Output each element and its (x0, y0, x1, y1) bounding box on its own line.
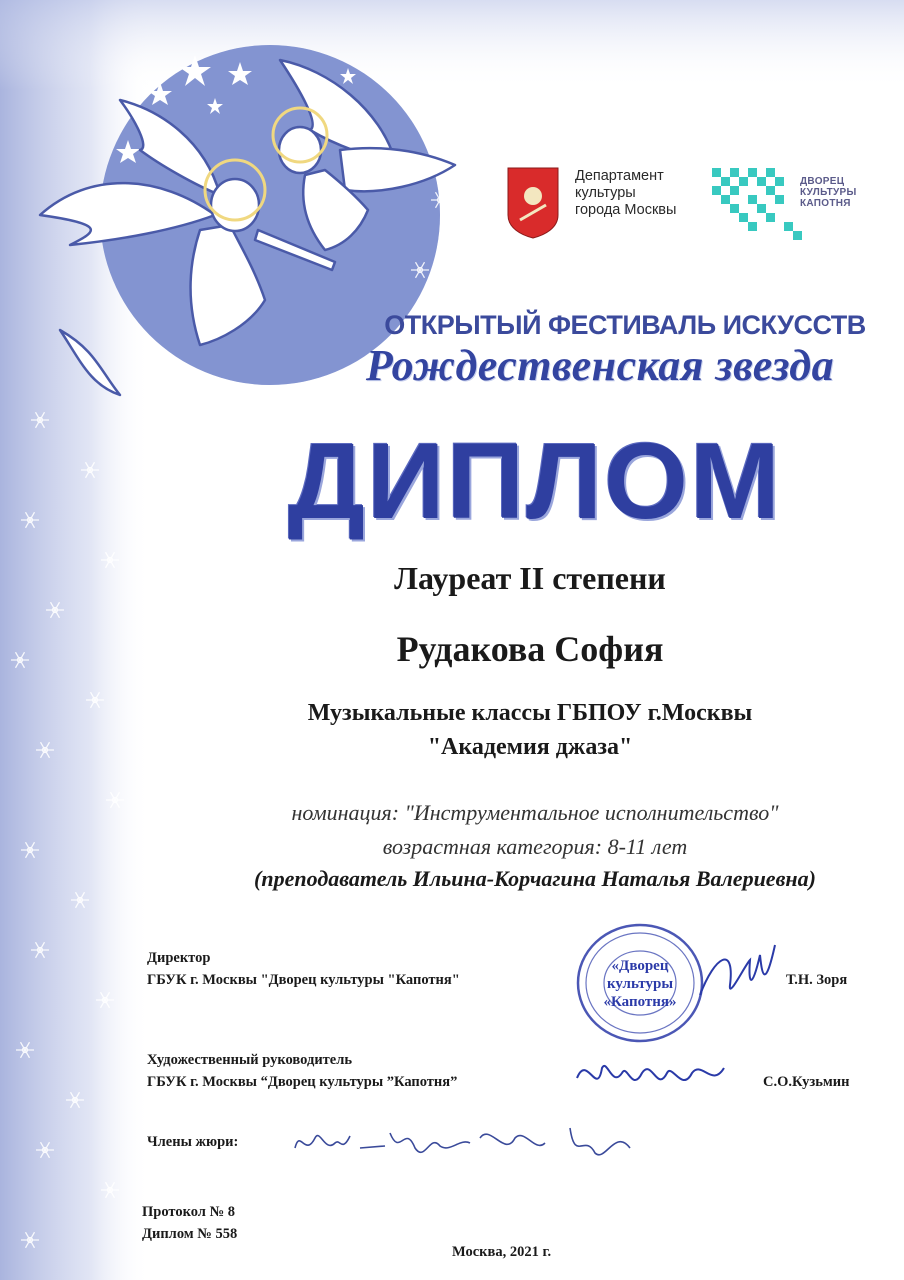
city-year: Москва, 2021 г. (452, 1244, 552, 1260)
director-organization: ГБУК г. Москвы "Дворец культуры "Капотня" (147, 972, 460, 988)
festival-title: ОТКРЫТЫЙ ФЕСТИВАЛЬ ИСКУССТВ (384, 310, 866, 340)
director-signature (690, 935, 780, 1025)
organization-line-2: "Академия джаза" (427, 734, 633, 760)
organization-line-1: Музыкальные классы ГБПОУ г.Москвы (307, 700, 753, 726)
department-culture-label: Департамент культуры города Москвы (575, 168, 677, 218)
jury-label: Члены жюри: (147, 1134, 239, 1150)
diploma-heading: ДИПЛОМ (288, 420, 782, 541)
stamp-line-2: культуры (606, 976, 674, 992)
recipient-name: Рудакова София (396, 629, 664, 669)
art-director-signature (572, 1048, 732, 1108)
protocol-number: Протокол № 8 (142, 1204, 236, 1220)
palace-culture-label: ДВОРЕЦ КУЛЬТУРЫ КАПОТНЯ (800, 176, 857, 209)
nomination: номинация: "Инструментальное исполнительство" (291, 800, 779, 825)
jury-signatures (290, 1118, 650, 1170)
art-director-name: С.О.Кузьмин (763, 1074, 850, 1090)
art-director-role: Художественный руководитель (147, 1052, 353, 1068)
stamp-line-3: «Капотня» (603, 994, 677, 1010)
stamp-line-1: «Дворец (611, 958, 669, 974)
diploma-number: Диплом № 558 (142, 1226, 238, 1242)
teacher: (преподаватель Ильина-Корчагина Наталья Валериевна) (254, 866, 816, 891)
age-category: возрастная категория: 8-11 лет (382, 834, 688, 859)
director-role: Директор (147, 950, 211, 966)
laureate-degree: Лауреат II степени (394, 560, 666, 596)
art-director-organization: ГБУК г. Москвы “Дворец культуры ”Капотня” (147, 1074, 458, 1090)
festival-name: Рождественская звезда (365, 341, 835, 390)
moscow-coat-of-arms (508, 168, 558, 238)
director-name: Т.Н. Зоря (786, 972, 848, 988)
